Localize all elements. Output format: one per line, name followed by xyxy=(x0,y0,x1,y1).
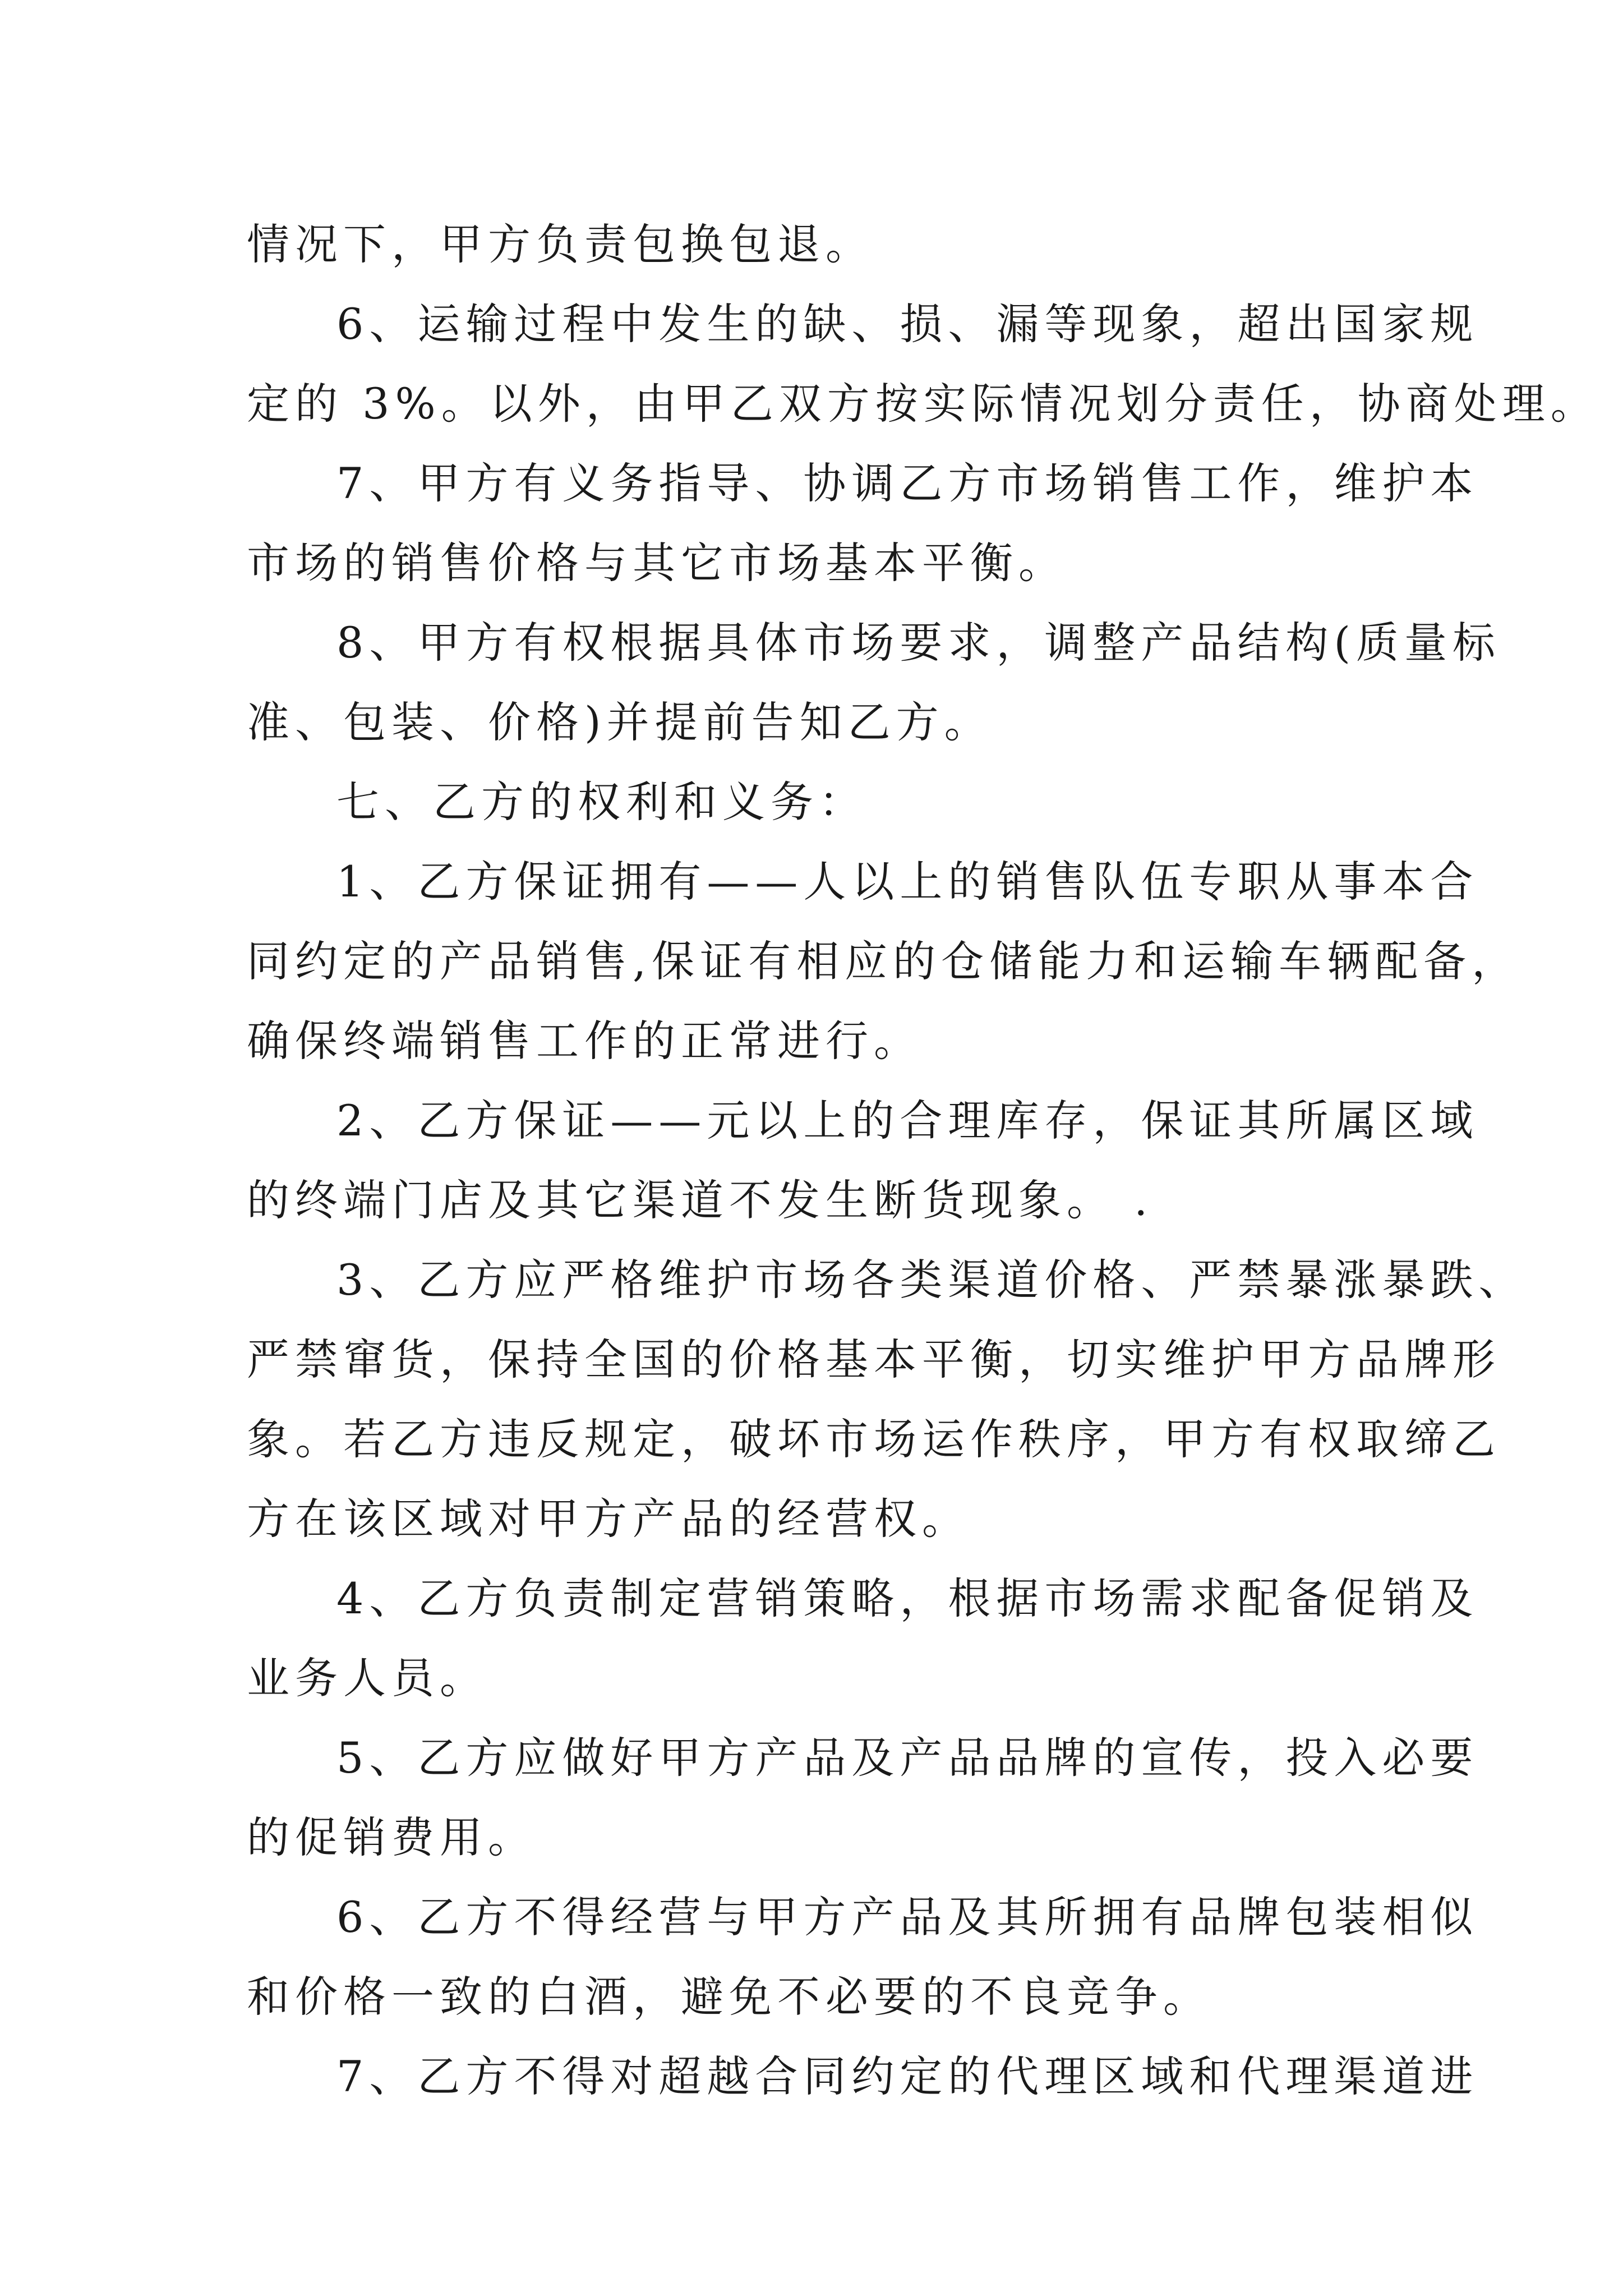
text-line: 和价格一致的白酒，避免不必要的不良竞争。 xyxy=(247,1972,1211,2022)
text-line: 5、乙方应做好甲方产品及产品品牌的宣传，投入必要 xyxy=(336,1733,1479,1783)
text-line: 定的 3%。以外，由甲乙双方按实际情况划分责任，协商处理。 xyxy=(247,379,1599,429)
text-line: 市场的销售价格与其它市场基本平衡。 xyxy=(247,538,1067,588)
contract-body xyxy=(247,205,1599,2116)
text-line: 4、乙方负责制定营销策略，根据市场需求配备促销及 xyxy=(336,1573,1479,1623)
text-line: 7、甲方有义务指导、协调乙方市场销售工作，维护本 xyxy=(336,458,1479,508)
text-line: 象。若乙方违反规定，破坏市场运作秩序，甲方有权取缔乙 xyxy=(247,1414,1501,1464)
text-line: 业务人员。 xyxy=(247,1653,488,1703)
text-line: 的促销费用。 xyxy=(247,1812,536,1862)
text-line: 6、乙方不得经营与甲方产品及其所拥有品牌包装相似 xyxy=(336,1892,1479,1942)
text-line: 同约定的产品销售,保证有相应的仓储能力和运输车辆配备， xyxy=(247,936,1520,986)
text-line: 方在该区域对甲方产品的经营权。 xyxy=(247,1494,970,1544)
text-line: 1、乙方保证拥有——人以上的销售队伍专职从事本合 xyxy=(336,857,1479,907)
text-line: 情况下，甲方负责包换包退。 xyxy=(247,219,874,269)
text-line: 6、运输过程中发生的缺、损、漏等现象，超出国家规 xyxy=(336,299,1479,349)
text-line: 3、乙方应严格维护市场各类渠道价格、严禁暴涨暴跌、 xyxy=(336,1255,1527,1305)
text-line: 的终端门店及其它渠道不发生断货现象。 . xyxy=(247,1175,1154,1225)
text-line: 2、乙方保证——元以上的合理库存，保证其所属区域 xyxy=(336,1096,1479,1145)
text-line: 严禁窜货，保持全国的价格基本平衡，切实维护甲方品牌形 xyxy=(247,1335,1501,1384)
text-line: 7、乙方不得对超越合同约定的代理区域和代理渠道进 xyxy=(336,2051,1479,2101)
text-line: 8、甲方有权根据具体市场要求，调整产品结构(质量标 xyxy=(336,618,1501,668)
text-line: 准、包装、价格)并提前告知乙方。 xyxy=(247,697,993,747)
text-line: 确保终端销售工作的正常进行。 xyxy=(247,1016,922,1066)
section-heading: 七、乙方的权利和义务： xyxy=(336,777,867,827)
